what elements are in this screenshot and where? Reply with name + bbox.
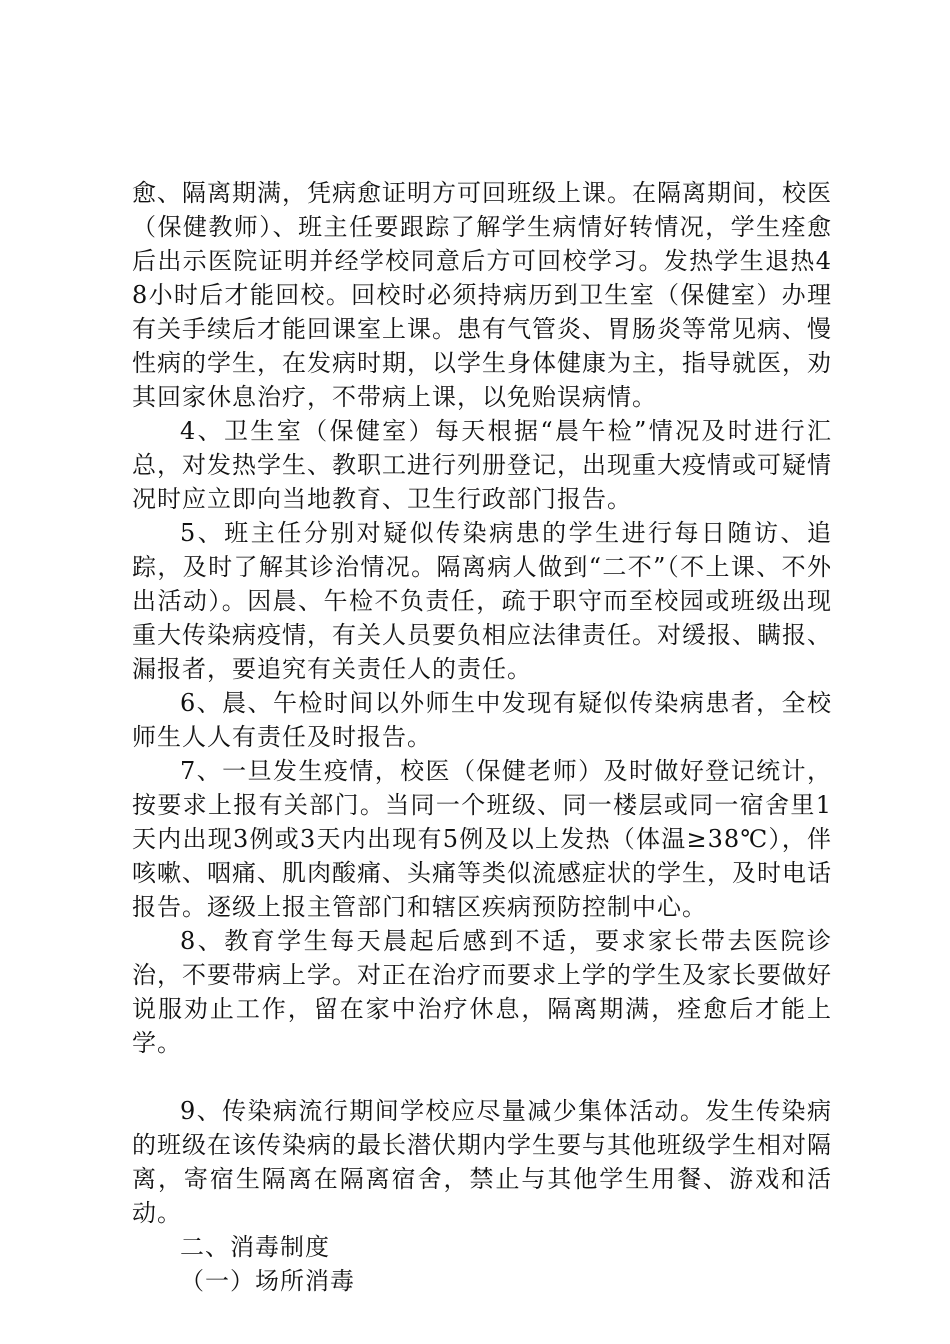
paragraph-item-6: 6、晨、午检时间以外师生中发现有疑似传染病患者，全校师生人人有责任及时报告。 [132,689,832,751]
document-body [132,176,832,1298]
paragraph-item-5: 5、班主任分别对疑似传染病患的学生进行每日随访、追踪，及时了解其诊治情况。隔离病人做到“二不”（不上课、不外出活动）。因晨、午检不负责任，疏于职守而至校园或班级出现重大传染病疫情，有关人员要负相应法律责任。对缓报、瞒报、漏报者，要追究有关责任人的责任。 [132,519,832,683]
paragraph-item-7: 7、一旦发生疫情，校医（保健老师）及时做好登记统计，按要求上报有关部门。当同一个班级、同一楼层或同一宿舍里1天内出现3例或3天内出现有5例及以上发热（体温≥38℃），伴咳嗽、咽痛、肌肉酸痛、头痛等类似流感症状的学生，及时电话报告。逐级上报主管部门和辖区疾病预防控制中心。 [132,757,832,921]
paragraph-item-4: 4、卫生室（保健室）每天根据“晨午检”情况及时进行汇总，对发热学生、教职工进行列册登记，出现重大疫情或可疑情况时应立即向当地教育、卫生行政部门报告。 [132,417,832,513]
paragraph-spacer [132,1060,832,1094]
paragraph-continuation: 愈、隔离期满，凭病愈证明方可回班级上课。在隔离期间，校医（保健教师）、班主任要跟踪了解学生病情好转情况，学生痊愈后出示医院证明并经学校同意后方可回校学习。发热学生退热48小时后才能回校。回校时必须持病历到卫生室（保健室）办理有关手续后才能回课室上课。患有气管炎、胃肠炎等常见病、慢性病的学生，在发病时期，以学生身体健康为主，指导就医，劝其回家休息治疗，不带病上课，以免贻误病情。 [132,179,832,411]
paragraph-item-8: 8、教育学生每天晨起后感到不适，要求家长带去医院诊治，不要带病上学。对正在治疗而要求上学的学生及家长要做好说服劝止工作，留在家中治疗休息，隔离期满，痊愈后才能上学。 [132,927,832,1057]
subsection-heading: （一）场所消毒 [180,1267,355,1295]
section-heading: 二、消毒制度 [180,1233,330,1261]
paragraph-item-9: 9、传染病流行期间学校应尽量减少集体活动。发生传染病的班级在该传染病的最长潜伏期内学生要与其他班级学生相对隔离，寄宿生隔离在隔离宿舍，禁止与其他学生用餐、游戏和活动。 [132,1097,832,1227]
